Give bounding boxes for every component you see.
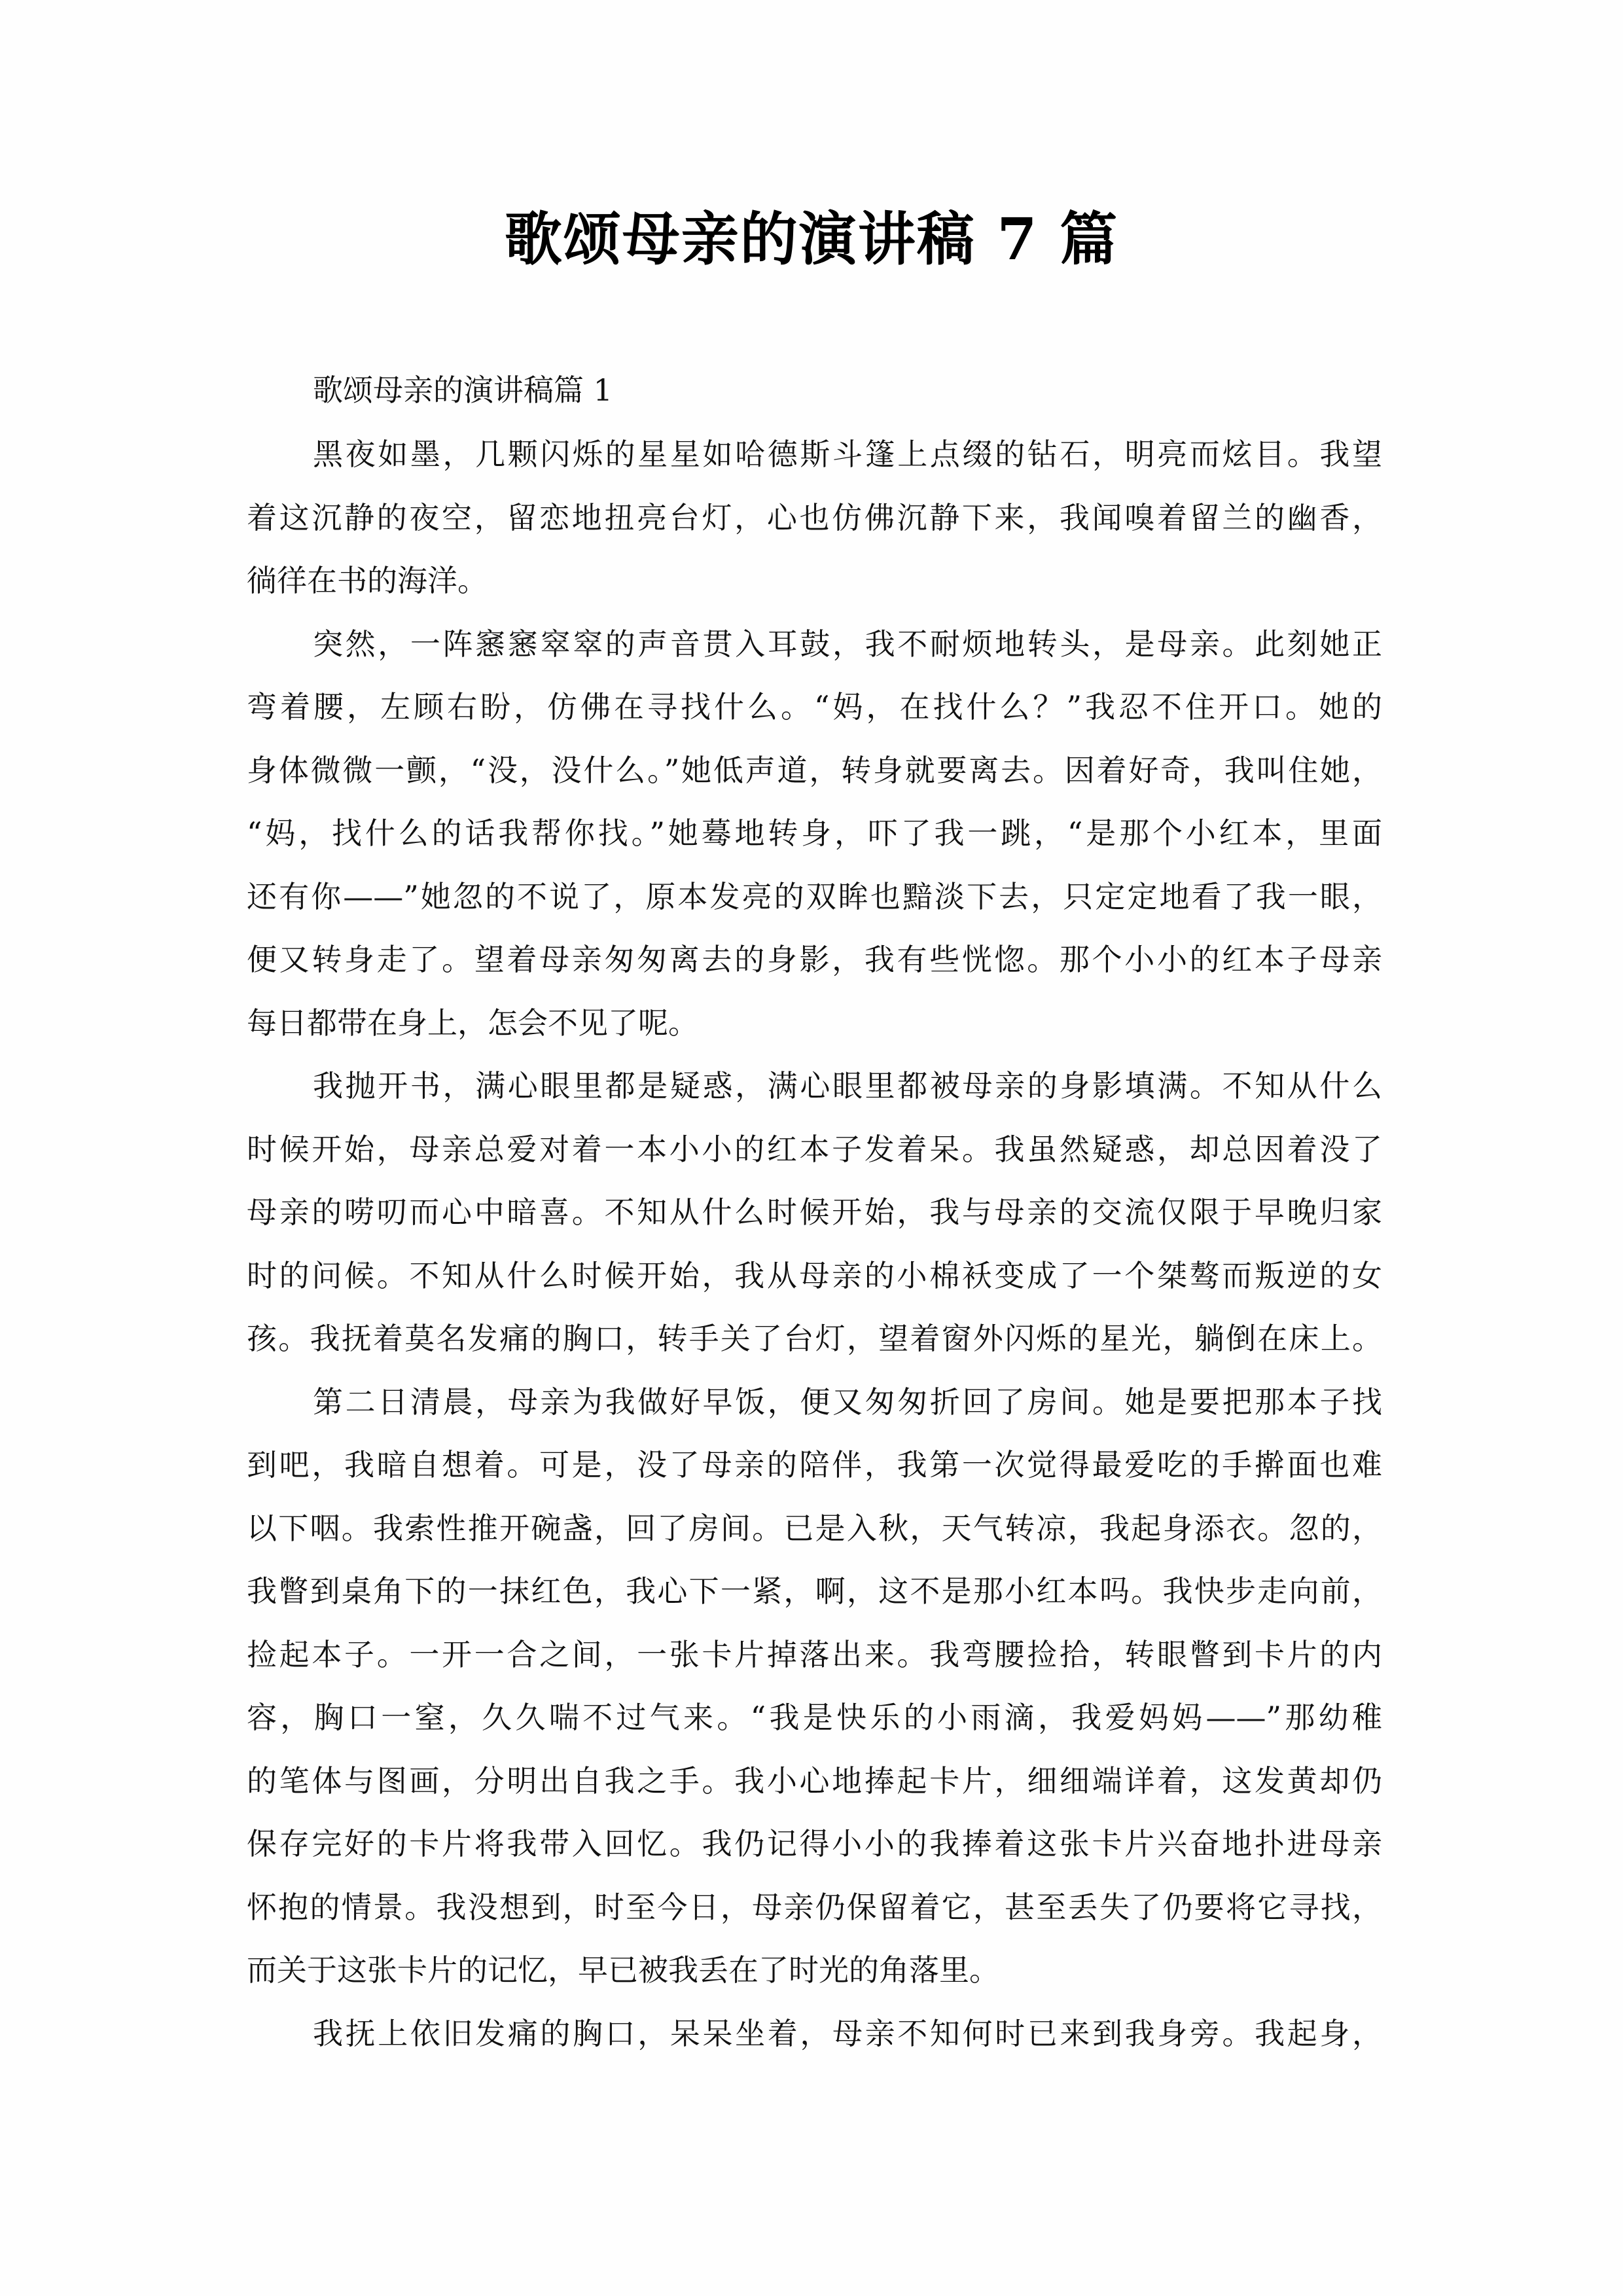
text-line: 黑夜如墨，几颗闪烁的星星如哈德斯斗篷上点缀的钻石，明亮而炫目。我望 <box>313 437 1382 472</box>
text-line: 便又转身走了。望着母亲匆匆离去的身影，我有些恍惚。那个小小的红本子母亲 <box>247 942 1382 977</box>
text-line: 孩。我抚着莫名发痛的胸口，转手关了台灯，望着窗外闪烁的星光，躺倒在床上。 <box>247 1321 1382 1356</box>
text-line: 徜徉在书的海洋。 <box>247 563 488 598</box>
text-line: 以下咽。我索性推开碗盏，回了房间。已是入秋，天气转凉，我起身添衣。忽的， <box>247 1510 1382 1546</box>
text-line: 母亲的唠叨而心中暗喜。不知从什么时候开始，我与母亲的交流仅限于早晚归家 <box>247 1194 1382 1230</box>
text-line: 时的问候。不知从什么时候开始，我从母亲的小棉袄变成了一个桀骜而叛逆的女 <box>247 1257 1382 1293</box>
text-line: 保存完好的卡片将我带入回忆。我仍记得小小的我捧着这张卡片兴奋地扑进母亲 <box>247 1826 1382 1861</box>
paragraph <box>247 423 1382 613</box>
paragraph <box>247 1054 1382 1371</box>
text-line: 第二日清晨，母亲为我做好早饭，便又匆匆折回了房间。她是要把那本子找 <box>313 1384 1382 1420</box>
text-line: 我瞥到桌角下的一抹红色，我心下一紧，啊，这不是那小红本吗。我快步走向前， <box>247 1573 1382 1609</box>
text-line: 捡起本子。一开一合之间，一张卡片掉落出来。我弯腰捡拾，转眼瞥到卡片的内 <box>247 1636 1382 1672</box>
text-line: 时候开始，母亲总爱对着一本小小的红本子发着呆。我虽然疑惑，却总因着没了 <box>247 1131 1382 1167</box>
document-title: 歌颂母亲的演讲稿 7 篇 <box>504 205 1119 273</box>
text-line: 的笔体与图画，分明出自我之手。我小心地捧起卡片，细细端详着，这发黄却仍 <box>247 1763 1382 1799</box>
text-line: 怀抱的情景。我没想到，时至今日，母亲仍保留着它，甚至丢失了仍要将它寻找， <box>247 1889 1382 1925</box>
text-line: 到吧，我暗自想着。可是，没了母亲的陪伴，我第一次觉得最爱吃的手擀面也难 <box>247 1447 1382 1482</box>
text-line: 突然，一阵窸窸窣窣的声音贯入耳鼓，我不耐烦地转头，是母亲。此刻她正 <box>313 626 1382 662</box>
text-line: 弯着腰，左顾右盼，仿佛在寻找什么。“妈，在找什么？”我忍不住开口。她的 <box>247 689 1382 725</box>
document-body <box>247 359 1382 2065</box>
paragraph <box>247 613 1382 1055</box>
paragraph <box>247 1371 1382 2002</box>
text-line: 身体微微一颤，“没，没什么。”她低声道，转身就要离去。因着好奇，我叫住她， <box>247 752 1382 788</box>
section-heading: 歌颂母亲的演讲稿篇 1 <box>313 372 613 408</box>
text-line: 着这沉静的夜空，留恋地扭亮台灯，心也仿佛沉静下来，我闻嗅着留兰的幽香， <box>247 499 1382 535</box>
text-line: 容，胸口一窒，久久喘不过气来。“我是快乐的小雨滴，我爱妈妈——”那幼稚 <box>247 1700 1382 1735</box>
paragraph <box>247 2002 1382 2066</box>
text-line: 我抛开书，满心眼里都是疑惑，满心眼里都被母亲的身影填满。不知从什么 <box>313 1068 1382 1103</box>
text-line: 还有你——”她忽的不说了，原本发亮的双眸也黯淡下去，只定定地看了我一眼， <box>247 878 1382 914</box>
text-line: 而关于这张卡片的记忆，早已被我丢在了时光的角落里。 <box>247 1952 999 1988</box>
text-line: 我抚上依旧发痛的胸口，呆呆坐着，母亲不知何时已来到我身旁。我起身， <box>313 2015 1382 2051</box>
text-line: 每日都带在身上，怎会不见了呢。 <box>247 1005 698 1041</box>
text-line: “妈，找什么的话我帮你找。”她蓦地转身，吓了我一跳，“是那个小红本，里面 <box>247 816 1382 851</box>
